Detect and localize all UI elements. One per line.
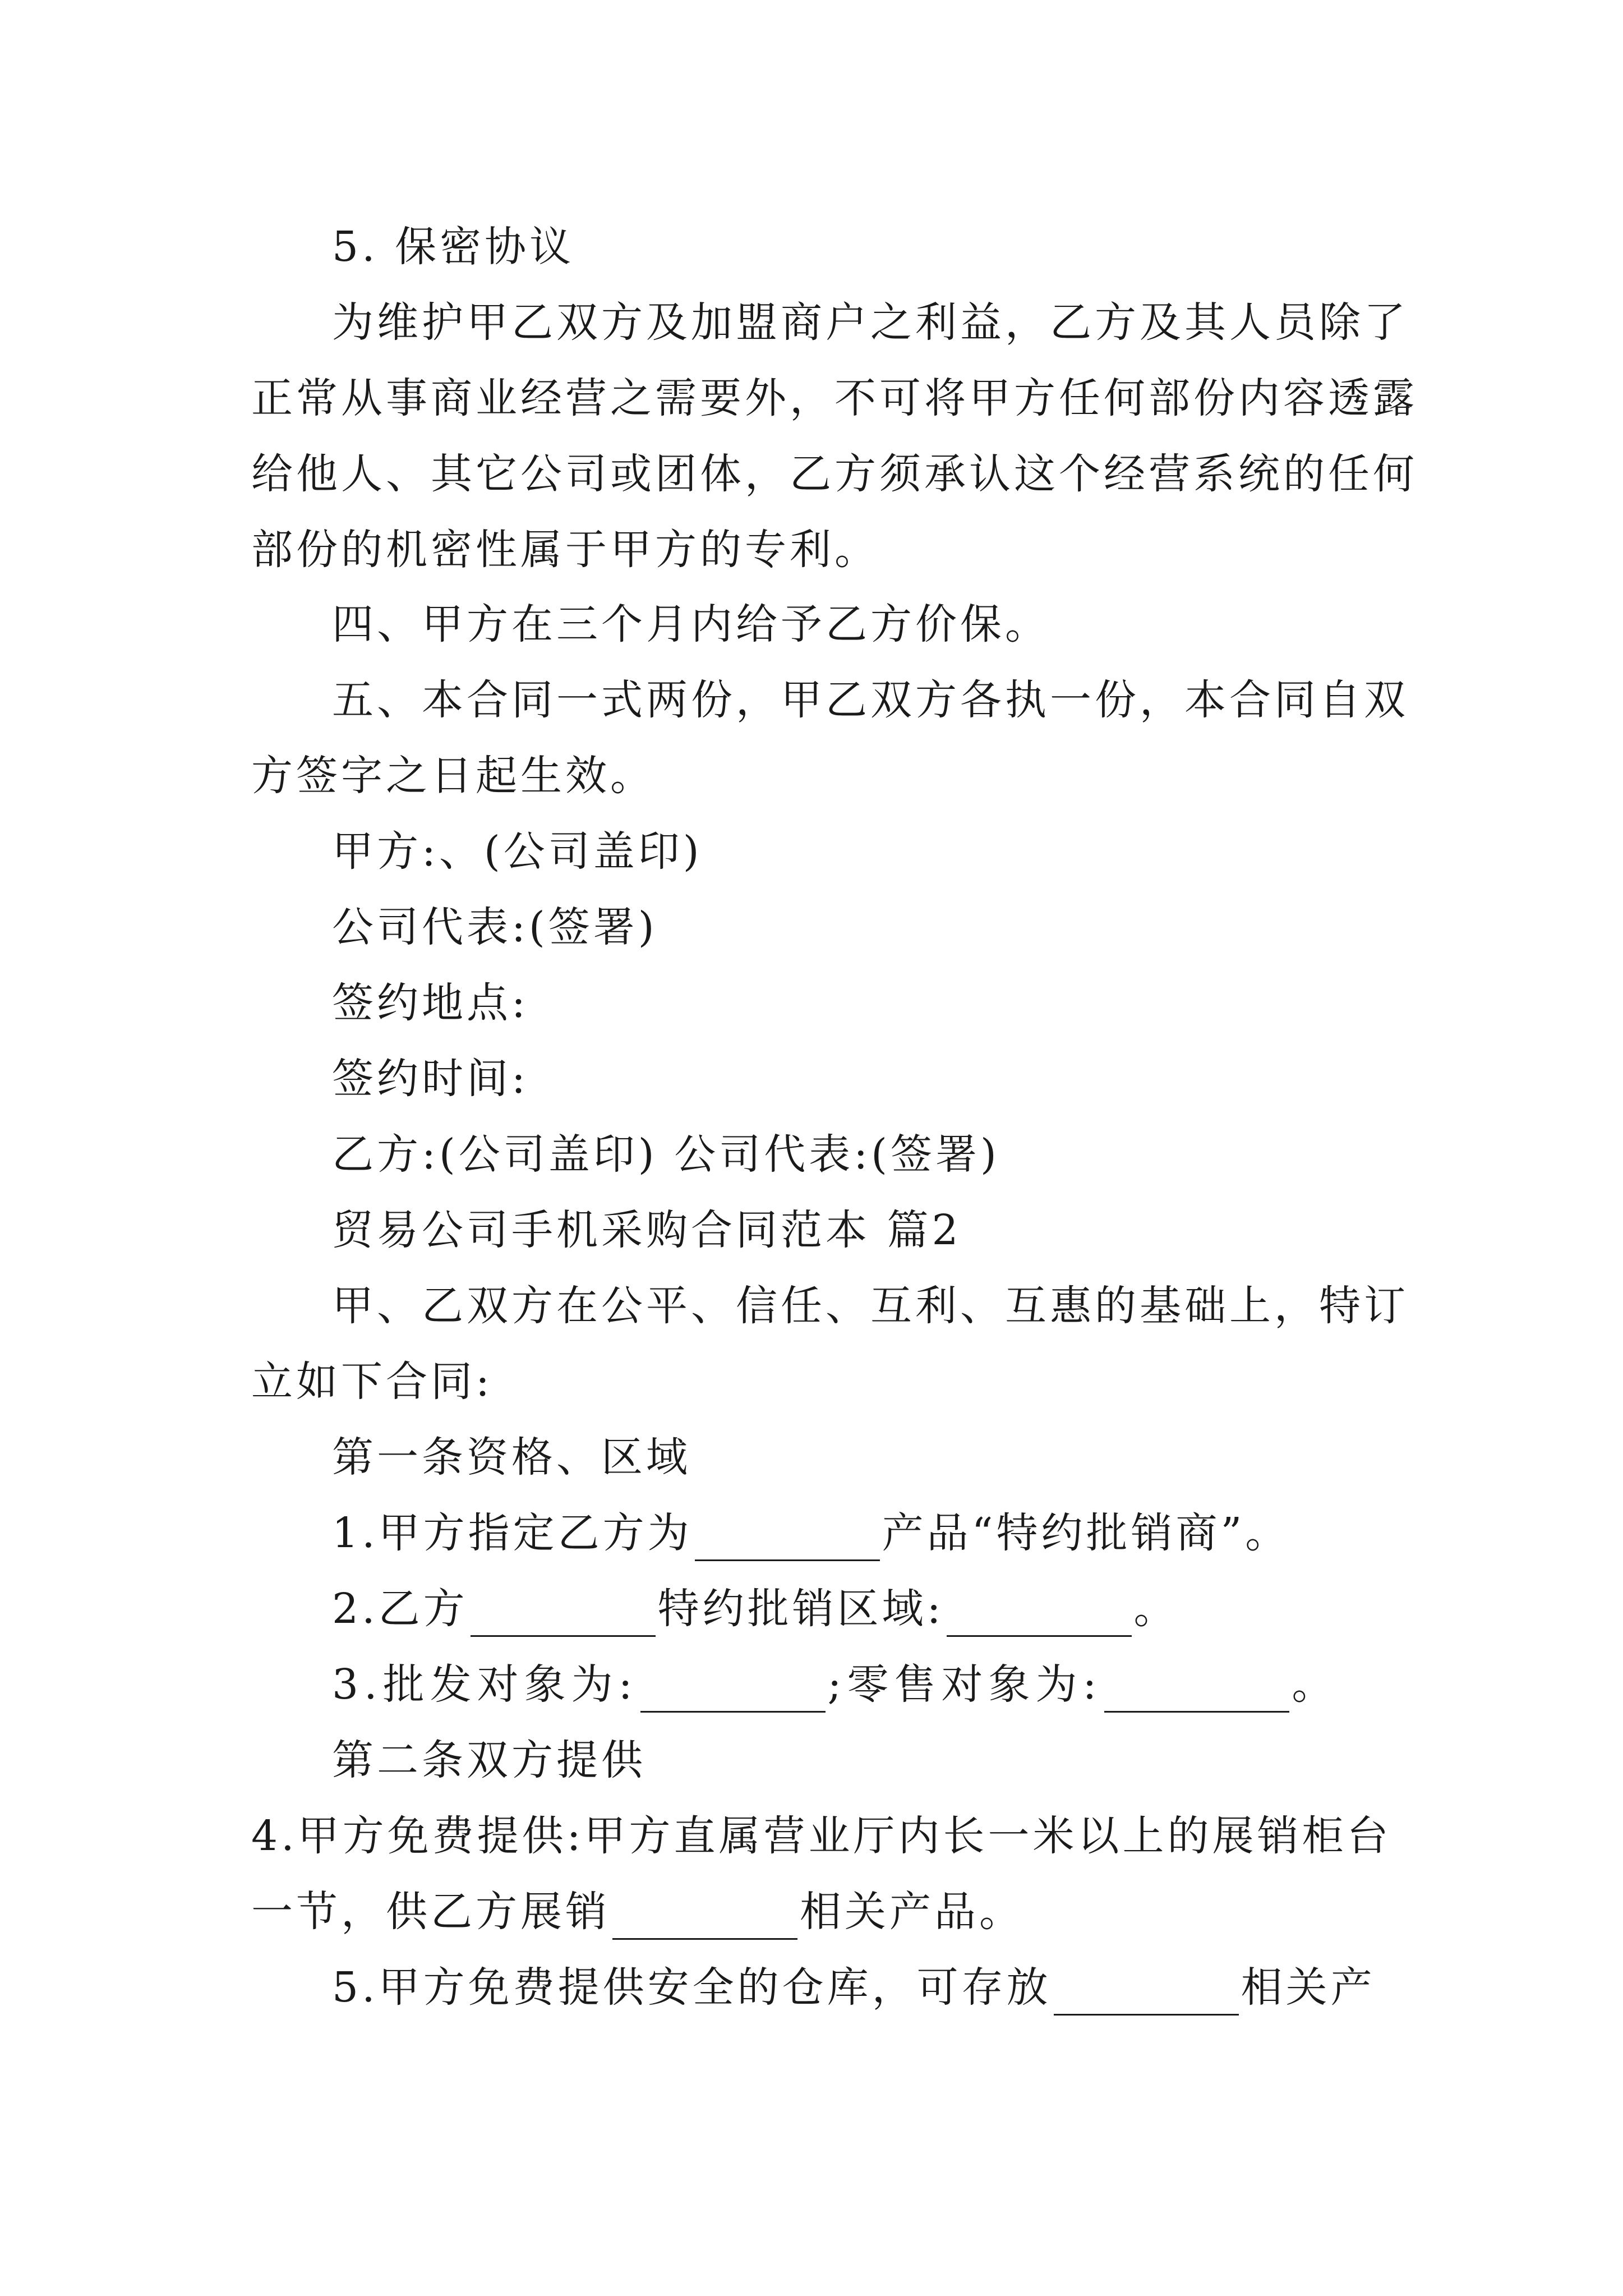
clause-four: 四、甲方在三个月内给予乙方价保。 [332, 600, 1050, 648]
paragraph-line: 给他人、其它公司或团体，乙方须承认这个经营系统的任何 [251, 450, 1418, 498]
blank-underline [612, 1898, 797, 1940]
item-text: 5.甲方免费提供安全的仓库，可存放 [332, 1963, 1052, 2012]
blank-underline [1054, 1973, 1239, 2016]
blank-underline [640, 1671, 826, 1713]
article-two-item-5 [332, 1959, 1376, 2016]
item-text: 一节，供乙方展销 [251, 1888, 610, 1936]
item-text: 。 [1133, 1585, 1179, 1633]
item-text: 3.批发对象为: [332, 1660, 638, 1709]
company-rep-signature: 公司代表:(签署) [332, 903, 658, 951]
item-text: 1.甲方指定乙方为 [332, 1509, 693, 1557]
item-text: 相关产 [1241, 1963, 1376, 2012]
blank-underline [695, 1519, 880, 1561]
paragraph-line: 为维护甲乙双方及加盟商户之利益，乙方及其人员除了 [332, 298, 1409, 347]
blank-underline [471, 1595, 656, 1637]
signing-time: 签约时间: [332, 1055, 529, 1103]
paragraph-line: 部份的机密性属于甲方的专利。 [251, 526, 879, 574]
item-text: 。 [1292, 1660, 1339, 1709]
contract-title-part2: 贸易公司手机采购合同范本 篇2 [332, 1206, 962, 1254]
article-one-item-1 [332, 1505, 1290, 1561]
party-b-seal: 乙方:(公司盖印) 公司代表:(签署) [332, 1130, 1000, 1179]
blank-underline [1104, 1671, 1289, 1713]
blank-underline [947, 1595, 1132, 1637]
item-text: 产品“特约批销商”。 [882, 1509, 1290, 1557]
paragraph-line: 方签字之日起生效。 [251, 752, 655, 800]
article-one-item-3 [332, 1657, 1339, 1713]
section-heading-confidentiality: 5. 保密协议 [332, 223, 575, 271]
clause-five: 五、本合同一式两份，甲乙双方各执一份，本合同自双 [332, 676, 1409, 724]
paragraph-line: 立如下合同: [251, 1358, 493, 1406]
article-two-item-4-cont [251, 1884, 1024, 1940]
article-two-heading: 第二条双方提供 [332, 1736, 646, 1784]
item-text: 相关产品。 [800, 1888, 1024, 1936]
paragraph-line: 正常从事商业经营之需要外，不可将甲方任何部份内容透露 [251, 374, 1418, 422]
article-one-heading: 第一条资格、区域 [332, 1433, 691, 1481]
item-text: ;零售对象为: [827, 1660, 1103, 1709]
item-text: 特约批销区域: [657, 1585, 944, 1633]
item-text: 2.乙方 [332, 1585, 468, 1633]
signing-place: 签约地点: [332, 979, 529, 1027]
article-two-item-4: 4.甲方免费提供:甲方直属营业厅内长一米以上的展销柜台 [251, 1812, 1392, 1860]
paragraph-line: 甲、乙双方在公平、信任、互利、互惠的基础上，特订 [332, 1282, 1409, 1330]
article-one-item-2 [332, 1581, 1179, 1637]
party-a-seal: 甲方:、(公司盖印) [332, 827, 703, 876]
